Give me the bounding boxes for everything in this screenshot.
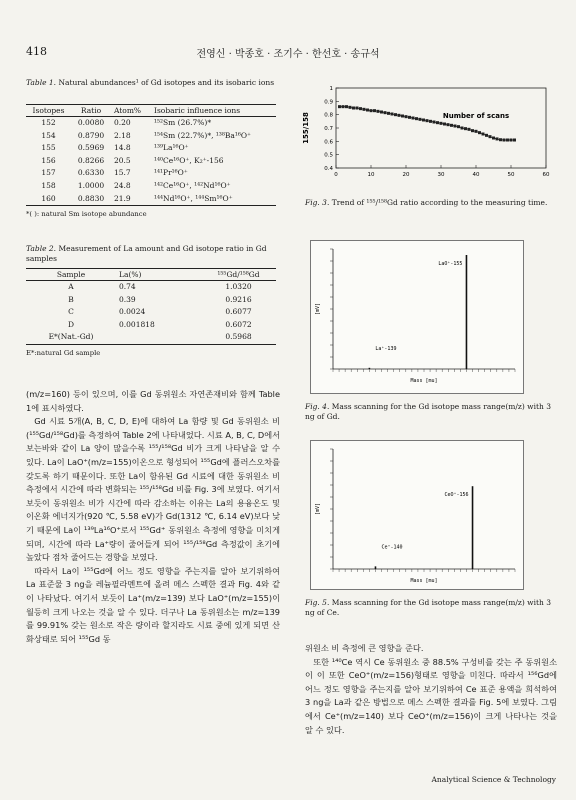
data-point xyxy=(373,109,376,112)
table-cell: 0.6072 xyxy=(225,319,252,329)
page-number: 418 xyxy=(26,45,47,58)
table-cell: C xyxy=(68,307,74,317)
table-cell: 0.5969 xyxy=(77,143,105,153)
data-point xyxy=(405,115,408,118)
x-tick-label: 40 xyxy=(472,172,480,178)
fig3-caption-label: Fig. 3. xyxy=(305,198,330,207)
table-cell: 2.18 xyxy=(114,130,131,140)
data-point xyxy=(510,139,513,142)
table-cell: 0.74 xyxy=(119,282,136,291)
data-point xyxy=(349,106,352,109)
data-point xyxy=(342,105,345,108)
fig3-caption xyxy=(305,198,555,208)
right-column-text xyxy=(305,642,557,737)
table-row xyxy=(26,294,276,307)
table-cell: 152 xyxy=(41,118,56,127)
x-tick-label: 20 xyxy=(402,172,410,178)
data-point xyxy=(377,110,380,113)
table-header-cell: Isotopes xyxy=(26,105,71,117)
y-tick-label: 0.4 xyxy=(324,166,333,172)
fig5-caption xyxy=(305,598,555,617)
paragraph: 따라서 La이 ¹⁵⁵Gd에 어느 정도 영향을 주는지를 알아 보기위하여 La 표준물 3 ng을 레늄필라멘트에 올려 메스 스펙한 결과 Fig. 4와 같이 나타났다. 여기서 보듯이 La⁺(m/z=139) 보다 LaO⁺(m/z=155)이 월등히 크게 나오는 것을 알 수 있다. 더구나 La 동위원소는 m/z=139를 99.91% 갖는 원소로 작은 량이라 할지라도 시료 중에 있게 되면 산화상태로 되어 ¹⁵⁵Gd 동 xyxy=(26,565,280,644)
x-tick-label: 30 xyxy=(437,172,445,178)
data-point xyxy=(380,111,383,114)
y-tick-label: 0.9 xyxy=(324,99,333,106)
x-axis-label: Number of scans xyxy=(442,112,510,120)
y-axis-label: 155/158 xyxy=(302,112,310,144)
data-point xyxy=(447,123,450,126)
paragraph: (m/z=160) 등이 있으며, 이를 Gd 동위원소 자연존재비와 함께 Table 1에 표시하였다. xyxy=(26,389,280,413)
table-cell: 155 xyxy=(41,143,56,153)
data-point xyxy=(363,108,366,111)
table-header-cell: La(%) xyxy=(116,269,201,281)
table-cell: ¹⁴⁴Nd¹⁶O⁺, ¹⁴⁴Sm¹⁶O⁺ xyxy=(151,193,276,206)
table-cell: ¹⁴¹Pr¹⁶O⁺ xyxy=(154,168,188,178)
table-cell: 15.7 xyxy=(114,168,131,178)
table-cell: 20.5 xyxy=(114,155,131,165)
table-cell: 160 xyxy=(26,193,71,206)
table-row xyxy=(26,306,276,319)
y-tick-label: 0.6 xyxy=(324,139,333,146)
data-point xyxy=(359,107,362,110)
fig3-chart xyxy=(296,80,558,188)
table-cell: 154 xyxy=(41,130,56,140)
table-cell: 157 xyxy=(41,168,56,178)
table-cell xyxy=(116,331,201,344)
table1-caption-label: Table 1. xyxy=(26,78,57,87)
data-point xyxy=(468,128,471,131)
table2-footnote: E*:natural Gd sample xyxy=(26,348,101,357)
table-cell: 1.0320 xyxy=(225,282,252,291)
table-cell: ¹³⁹La¹⁶O⁺ xyxy=(154,143,189,153)
table-cell: 0.20 xyxy=(114,118,131,127)
table1-footnote: *( ): natural Sm isotope abundance xyxy=(26,210,147,219)
data-point xyxy=(422,119,425,122)
left-column-text xyxy=(26,388,280,646)
table-cell: 0.0080 xyxy=(77,118,105,127)
running-header-authors: 전영신 · 박종호 · 조기수 · 한선호 · 송규석 xyxy=(196,49,380,60)
peak-label: La⁺-139 xyxy=(375,345,397,352)
data-point xyxy=(485,134,488,137)
data-point xyxy=(499,138,502,141)
data-point xyxy=(457,125,460,128)
table-cell: 158 xyxy=(41,180,56,190)
table-cell: 0.001818 xyxy=(119,319,155,329)
table-cell: 0.8790 xyxy=(77,130,105,140)
data-point xyxy=(345,105,348,108)
table-row xyxy=(26,117,276,130)
y-axis-label: [mV] xyxy=(315,302,321,316)
data-point xyxy=(454,125,457,128)
data-point xyxy=(426,119,429,122)
fig3-caption-text: Trend of ¹⁵⁵/¹⁵⁸Gd ratio according to the measuring time. xyxy=(331,198,548,207)
paragraph: 위원소 비 측정에 큰 영향을 준다. xyxy=(305,643,424,653)
table-cell: 0.9216 xyxy=(225,294,252,304)
data-point xyxy=(464,127,467,130)
paragraph: Gd 시료 5개(A, B, C, D, E)에 대하여 La 함량 및 Gd 동위원소 비(¹⁵⁵Gd/¹⁵⁸Gd)를 측정하여 Table 2에 나타내었다. 시료 A, B, C, D에서 보는바와 같이 La 양이 많을수록 ¹⁵⁵/¹⁵⁸Gd 비가 크게 나타남을 알 수 있다. La이 LaO⁺(m/z=155)이온으로 형성되어 ¹⁵⁵Gd에 플러스오차를 갖도록 하기 때문이다. 또한 La이 함유된 Gd 시료에 대한 동위원소 비 측정에서 시간에 따라 변화되는 ¹⁵⁵/¹⁵⁸Gd 비를 Fig. 3에 보였다. 여기서 보듯이 동위원소 비가 시간에 따라 감소하는 이유는 La의 용융온도 및 이온화 에너지가(920 ℃, 5.58 eV)가 Gd(1312 ℃, 6.14 eV)보다 낮기 때문에 La이 ¹³⁹La¹⁶O⁺로서 ¹⁵⁵Gd⁺ 동위원소 측정에 영향을 미치게 되며, 시간에 따라 La⁺량이 줄어들게 되어 ¹⁵⁵/¹⁵⁸Gd 측정값이 초기에 높았다 점차 줄어드는 경향을 보였다. xyxy=(26,416,281,563)
data-point xyxy=(415,117,418,120)
table-cell: 14.8 xyxy=(114,143,131,153)
table-cell: ¹⁵²Sm (26.7%)* xyxy=(154,118,212,127)
fig4-caption xyxy=(305,402,555,421)
fig5-svg xyxy=(311,441,523,589)
y-tick-label: 0.5 xyxy=(324,152,333,159)
table-row xyxy=(26,331,276,344)
y-tick-label: 0.8 xyxy=(324,112,333,119)
data-point xyxy=(429,120,432,123)
table-row xyxy=(26,167,276,180)
data-point xyxy=(356,107,359,110)
table-cell: 0.5968 xyxy=(201,331,276,344)
data-point xyxy=(489,135,492,138)
table1-caption xyxy=(26,78,276,88)
y-tick-label: 0.7 xyxy=(324,126,333,132)
journal-footer: Analytical Science & Technology xyxy=(431,775,556,784)
data-point xyxy=(370,109,373,112)
data-point xyxy=(440,122,443,125)
table-cell: A xyxy=(68,282,74,291)
fig4-chart xyxy=(310,240,524,394)
data-point xyxy=(503,139,506,142)
data-point xyxy=(433,121,436,124)
fig5-caption-label: Fig. 5. xyxy=(305,598,330,607)
fig5-chart xyxy=(310,440,524,590)
table-cell: 0.39 xyxy=(119,294,136,304)
table-cell: 21.9 xyxy=(111,193,151,206)
table-header-cell: Sample xyxy=(26,269,116,281)
peak-label: LaO⁺-155 xyxy=(438,261,463,267)
fig5-caption-text: Mass scanning for the Gd isotope mass range(m/z) with 3 ng of Ce. xyxy=(305,598,552,617)
data-point xyxy=(450,124,453,127)
table1-caption-text: Natural abundances¹ of Gd isotopes and its isobaric ions xyxy=(58,78,275,87)
peak-label: CeO⁺-156 xyxy=(444,492,469,499)
x-tick-label: 10 xyxy=(367,172,375,178)
data-point xyxy=(475,130,478,133)
table-cell: E*(Nat.-Gd) xyxy=(26,331,116,344)
table1-grid xyxy=(26,104,276,206)
data-point xyxy=(478,131,481,134)
table-row xyxy=(26,155,276,168)
table-row xyxy=(26,281,276,294)
table2-caption-label: Table 2. xyxy=(26,244,57,253)
table-cell: 0.6330 xyxy=(77,168,105,178)
table-header-cell: Ratio xyxy=(71,105,111,117)
data-point xyxy=(352,107,355,110)
paragraph: 또한 ¹⁴⁰Ce 역시 Ce 동위원소 중 88.5% 구성비를 갖는 주 동위원소이 이 또한 CeO⁺(m/z=156)형태로 영향을 미친다. 따라서 ¹⁵⁶Gd에 어느 정도 영향을 주는지를 알아 보기위하여 Ce 표준 용액을 희석하여 3 ng을 La과 같은 방법으로 메스 스펙한 결과를 Fig. 5에 보였다. 그림에서 Ce⁺(m/z=140) 보다 CeO⁺(m/z=156)이 크게 나타나는 것을 알 수 있다. xyxy=(305,656,557,735)
data-point xyxy=(419,118,422,121)
fig4-caption-label: Fig. 4. xyxy=(305,402,330,411)
table-row xyxy=(26,180,276,193)
fig4-caption-text: Mass scanning for the Gd isotope mass range(m/z) with 3 ng of Gd. xyxy=(305,402,552,421)
table-header-cell: ¹⁵⁵Gd/¹⁵⁸Gd xyxy=(201,269,276,281)
y-tick-label: 1 xyxy=(329,86,333,92)
table-cell: ¹⁴⁰Ce¹⁶O⁺, K₂⁺-156 xyxy=(154,155,224,165)
table-cell: ¹⁴²Ce¹⁶O⁺, ¹⁴²Nd¹⁶O⁺ xyxy=(154,180,231,190)
x-axis-label: Mass [mu] xyxy=(410,578,438,584)
table2-caption-text: Measurement of La amount and Gd isotope ratio in Gd samples xyxy=(26,244,267,263)
data-point xyxy=(412,117,415,120)
data-point xyxy=(387,112,390,115)
table2 xyxy=(26,268,276,357)
table-cell: 0.0024 xyxy=(119,307,146,317)
x-tick-label: 0 xyxy=(334,172,338,178)
plot-frame xyxy=(336,88,546,168)
fig3-svg xyxy=(296,80,558,188)
table-header-cell: Isobaric influence ions xyxy=(151,105,276,117)
table-row xyxy=(26,319,276,332)
data-point xyxy=(408,116,411,119)
data-point xyxy=(391,113,394,116)
peak-label: Ce⁺-140 xyxy=(381,544,403,551)
data-point xyxy=(401,115,404,118)
table-cell: 0.6077 xyxy=(225,307,252,317)
data-point xyxy=(398,114,401,117)
y-axis-label: [mV] xyxy=(315,502,321,516)
x-tick-label: 50 xyxy=(507,172,515,178)
table-cell: 1.0000 xyxy=(77,180,105,190)
data-point xyxy=(496,137,499,140)
table-cell: 156 xyxy=(41,155,56,165)
table-cell: 0.8830 xyxy=(71,193,111,206)
x-axis-label: Mass [mu] xyxy=(410,378,438,384)
table-row xyxy=(26,193,276,206)
x-tick-label: 60 xyxy=(542,172,550,178)
data-point xyxy=(384,111,387,114)
data-point xyxy=(394,113,397,116)
data-point xyxy=(436,121,439,124)
table-cell: 0.8266 xyxy=(77,155,105,165)
data-point xyxy=(513,139,516,142)
table-row xyxy=(26,142,276,155)
data-point xyxy=(338,105,341,108)
table-cell: ¹⁵⁴Sm (22.7%)*, ¹³⁸Ba¹⁶O⁺ xyxy=(154,130,251,140)
fig4-svg xyxy=(311,241,523,393)
data-point xyxy=(471,129,474,132)
data-point xyxy=(443,123,446,126)
table2-grid xyxy=(26,268,276,345)
table-row xyxy=(26,130,276,143)
table-header-cell: Atom% xyxy=(111,105,151,117)
table1 xyxy=(26,104,276,218)
table-cell: D xyxy=(67,319,74,329)
data-point xyxy=(492,137,495,140)
data-point xyxy=(482,133,485,136)
table-cell: B xyxy=(68,294,74,304)
data-point xyxy=(506,139,509,142)
table2-caption xyxy=(26,244,276,263)
table-cell: 24.8 xyxy=(114,180,131,190)
data-point xyxy=(461,127,464,130)
data-point xyxy=(366,109,369,112)
